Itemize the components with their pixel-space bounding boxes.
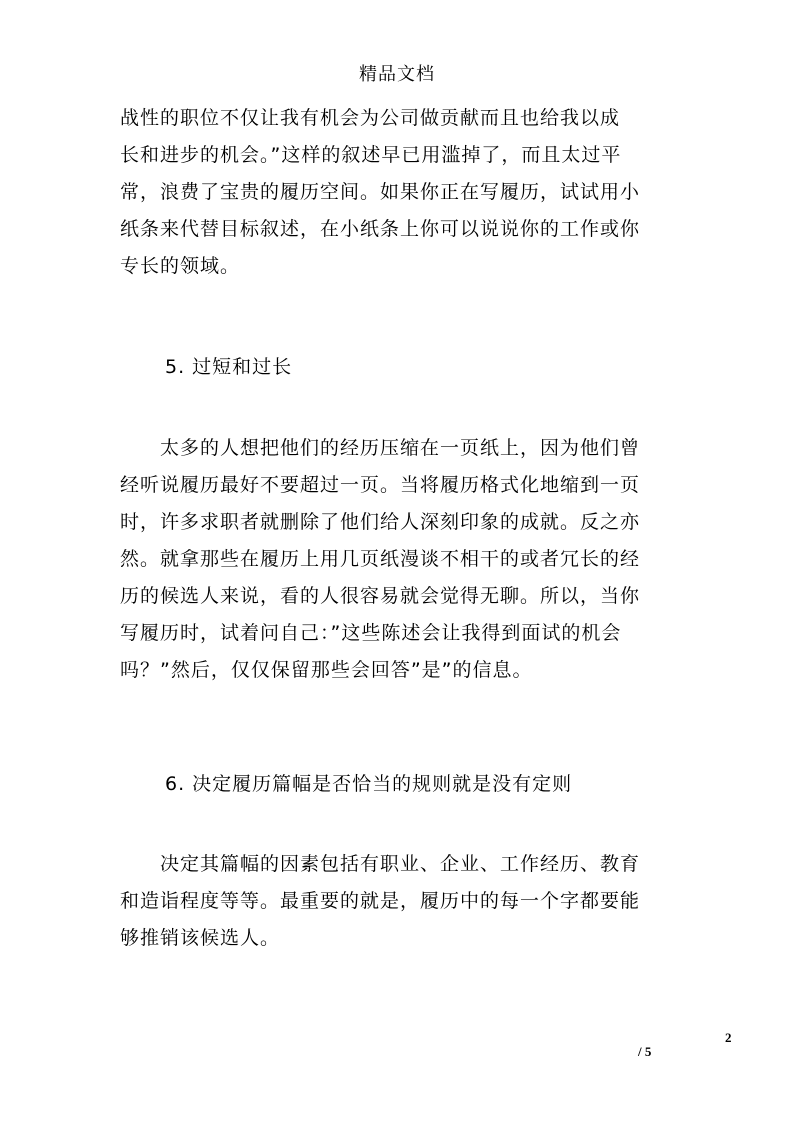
text-line: 时，许多求职者就删除了他们给人深刻印象的成就。反之亦 <box>120 511 641 533</box>
paragraph-rules <box>120 846 680 957</box>
text-line: 战性的职位不仅让我有机会为公司做贡献而且也给我以成 <box>120 107 621 129</box>
paragraph-length <box>120 430 680 689</box>
text-line: 太多的人想把他们的经历压缩在一页纸上，因为他们曾 <box>120 437 641 459</box>
page-total: / 5 <box>638 1044 652 1059</box>
text-line: 决定其篇幅的因素包括有职业、企业、工作经历、教育 <box>120 853 641 875</box>
text-line: 够推销该候选人。 <box>120 927 281 949</box>
section-heading-5: 5. 过短和过长 <box>165 356 293 378</box>
text-line: 写履历时，试着问自己：”这些陈述会让我得到面试的机会 <box>120 622 622 644</box>
page-number: 2 <box>725 1030 732 1045</box>
text-line: 专长的领域。 <box>120 255 241 277</box>
paragraph-continued <box>120 100 680 285</box>
text-line: 然。就拿那些在履历上用几页纸漫谈不相干的或者冗长的经 <box>120 548 641 570</box>
text-line: 历的候选人来说，看的人很容易就会觉得无聊。所以，当你 <box>120 585 641 607</box>
section-heading-6: 6. 决定履历篇幅是否恰当的规则就是没有定则 <box>165 773 573 795</box>
document-header: 精品文档 <box>359 64 435 85</box>
text-line: 长和进步的机会。”这样的叙述早已用滥掉了，而且太过平 <box>120 144 622 166</box>
text-line: 经听说履历最好不要超过一页。当将履历格式化地缩到一页 <box>120 474 641 496</box>
text-line: 和造诣程度等等。最重要的就是，履历中的每一个字都要能 <box>120 890 641 912</box>
text-line: 纸条来代替目标叙述，在小纸条上你可以说说你的工作或你 <box>120 218 641 240</box>
text-line: 常，浪费了宝贵的履历空间。如果你正在写履历，试试用小 <box>120 181 641 203</box>
text-line: 吗？”然后，仅仅保留那些会回答”是”的信息。 <box>120 659 533 681</box>
